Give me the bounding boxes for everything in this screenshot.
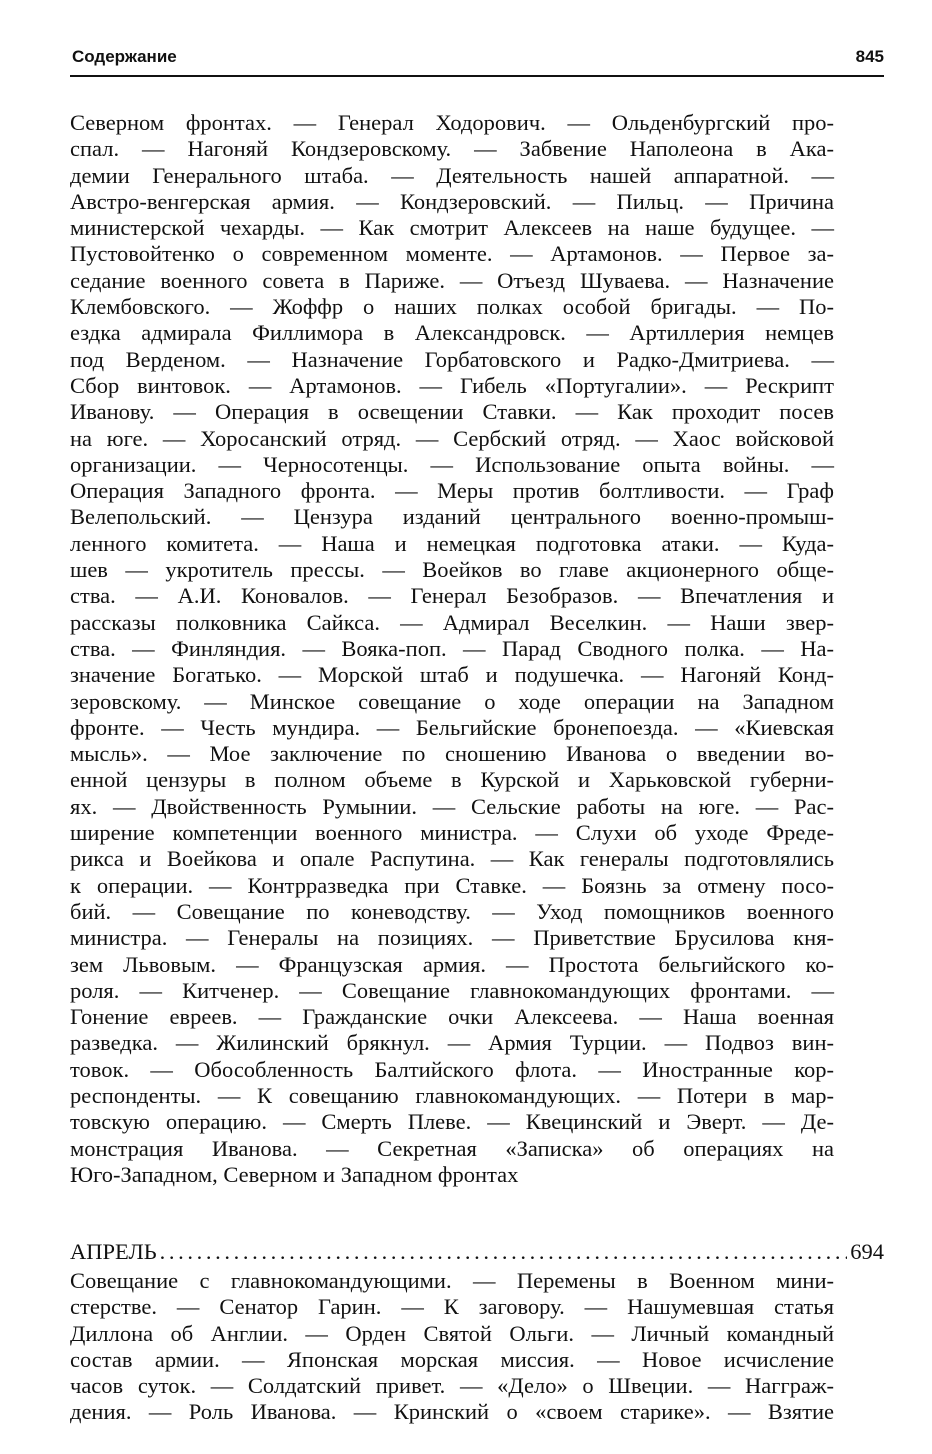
text-line: ства. — А.И. Коновалов. — Генерал Безобразов. — Впечатления и: [70, 583, 834, 609]
text-line: спал. — Нагоняй Кондзеровскому. — Забвение Наполеона в Ака-: [70, 136, 834, 162]
text-line: товскую операцию. — Смерть Плеве. — Квецинский и Эверт. — Де-: [70, 1109, 834, 1135]
text-line: Операция Западного фронта. — Меры против болтливости. — Граф: [70, 478, 834, 504]
text-line: Велепольский. — Цензура изданий центрального военно-промыш-: [70, 504, 834, 530]
text-line: организации. — Черносотенцы. — Использование опыта войны. —: [70, 451, 834, 477]
text-line: министра. — Генералы на позициях. — Приветствие Брусилова кня-: [70, 925, 834, 951]
running-header: [70, 44, 884, 70]
text-line: Клембовского. — Жоффр о наших полках особой бригады. — По-: [70, 294, 834, 320]
april-section-text: [70, 1268, 834, 1426]
toc-entry-april: [70, 1238, 884, 1266]
toc-entry-title: АПРЕЛЬ: [70, 1239, 157, 1264]
text-line: Гонение евреев. — Гражданские очки Алексеева. — Наша военная: [70, 1004, 834, 1030]
text-line: ширение компетенции военного министра. — Слухи об уходе Фреде-: [70, 820, 834, 846]
text-line: Пустовойтенко о современном моменте. — Артамонов. — Первое за-: [70, 241, 834, 267]
text-line: товок. — Обособленность Балтийского флота. — Иностранные кор-: [70, 1056, 834, 1082]
text-line: к операции. — Контрразведка при Ставке. — Боязнь за отмену посо-: [70, 872, 834, 898]
text-line: часов суток. — Солдатский привет. — «Дело» о Швеции. — Нагграж-: [70, 1373, 834, 1399]
text-line: енной цензуры в полном объеме в Курской и Харьковской губерни-: [70, 767, 834, 793]
text-line: Совещание с главнокомандующими. — Перемены в Военном мини-: [70, 1268, 834, 1293]
text-line: дения. — Роль Иванова. — Кринский о «своем старике». — Взятие: [70, 1399, 834, 1425]
text-line: Австро-венгерская армия. — Кондзеровский. — Пильц. — Причина: [70, 188, 834, 214]
text-line: Юго-Западном, Северном и Западном фронтах: [70, 1161, 519, 1187]
text-line: зеровскому. — Минское совещание о ходе операции на Западном: [70, 688, 834, 714]
text-line: значение Богатько. — Морской штаб и подушечка. — Нагоняй Конд-: [70, 662, 834, 688]
text-line: роля. — Китченер. — Совещание главнокомандующих фронтами. —: [70, 977, 834, 1003]
text-line: ства. — Финляндия. — Вояка-поп. — Парад Сводного полка. — На-: [70, 635, 834, 661]
text-line: на юге. — Хоросанский отряд. — Сербский отряд. — Хаос войсковой: [70, 425, 834, 451]
text-line: бий. — Совещание по коневодству. — Уход помощников военного: [70, 898, 834, 924]
text-line: респонденты. — К совещанию главнокомандующих. — Потери в мар-: [70, 1082, 834, 1108]
text-line: ленного комитета. — Наша и немецкая подготовка атаки. — Куда-: [70, 530, 834, 556]
text-line: рассказы полковника Сайкса. — Адмирал Веселкин. — Наши звер-: [70, 609, 834, 635]
text-line: под Верденом. — Назначение Горбатовского и Радко-Дмитриева. —: [70, 346, 834, 372]
text-line: Северном фронтах. — Генерал Ходорович. — Ольденбургский про-: [70, 110, 834, 135]
text-line: шев — укротитель прессы. — Воейков во главе акционерного обще-: [70, 557, 834, 583]
text-line: Диллона об Англии. — Орден Святой Ольги. — Личный командный: [70, 1320, 834, 1346]
text-line: состав армии. — Японская морская миссия. — Новое исчисление: [70, 1346, 834, 1372]
dot-leader: [160, 1238, 848, 1266]
text-line: зем Львовым. — Французская армия. — Простота бельгийского ко-: [70, 951, 834, 977]
running-title: Содержание: [72, 47, 177, 66]
text-line: фронте. — Честь мундира. — Бельгийские бронепоезда. — «Киевская: [70, 714, 834, 740]
text-line: монстрация Иванова. — Секретная «Записка» об операциях на: [70, 1135, 834, 1161]
text-line: ездка адмирала Филлимора в Александровск. — Артиллерия немцев: [70, 320, 834, 346]
page-number: 845: [855, 47, 884, 66]
toc-entry-page: 694: [850, 1239, 884, 1264]
text-line: разведка. — Жилинский брякнул. — Армия Турции. — Подвоз вин-: [70, 1030, 834, 1056]
text-line: стерстве. — Сенатор Гарин. — К заговору. — Нашумевшая статья: [70, 1294, 834, 1320]
text-line: министерской чехарды. — Как смотрит Алексеев на наше будущее. —: [70, 215, 834, 241]
text-line: Иванову. — Операция в освещении Ставки. — Как проходит посев: [70, 399, 834, 425]
text-line: седание военного совета в Париже. — Отъезд Шуваева. — Назначение: [70, 267, 834, 293]
header-rule: [70, 75, 884, 77]
text-line: ях. — Двойственность Румынии. — Сельские работы на юге. — Рас-: [70, 793, 834, 819]
continued-section-text: [70, 110, 834, 1188]
text-line: мысль». — Мое заключение по сношению Иванова о введении во-: [70, 741, 834, 767]
text-line: Сбор винтовок. — Артамонов. — Гибель «Португалии». — Рескрипт: [70, 372, 834, 398]
text-line: демии Генерального штаба. — Деятельность нашей аппаратной. —: [70, 162, 834, 188]
text-line: рикса и Воейкова и опале Распутина. — Как генералы подготовлялись: [70, 846, 834, 872]
